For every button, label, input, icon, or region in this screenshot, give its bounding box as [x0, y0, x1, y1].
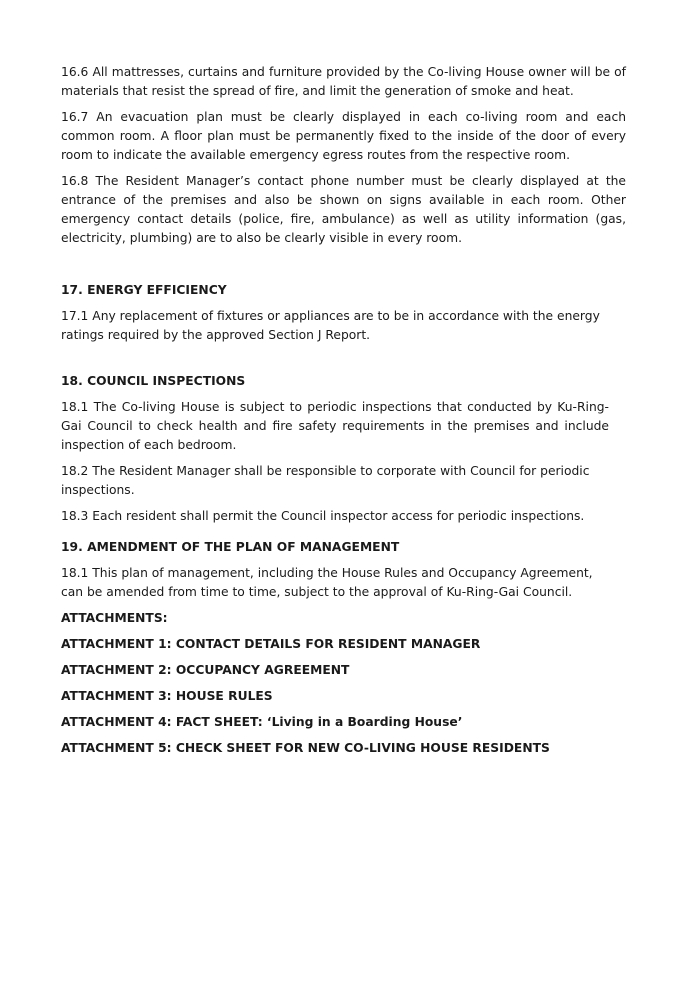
attachment-2: ATTACHMENT 2: OCCUPANCY AGREEMENT [61, 663, 350, 677]
paragraph-16-6: 16.6 All mattresses, curtains and furniture provided by the Co-living House owner will be of materials that resist the spread of fire, and limit the generation of smoke and heat. [61, 65, 626, 98]
heading-energy-efficiency: 17. ENERGY EFFICIENCY [61, 283, 227, 297]
paragraph-amendment-18-1: 18.1 This plan of management, including the House Rules and Occupancy Agreement, can be amended from time to time, subject to the approval of Ku-Ring-Gai Council. [61, 566, 593, 599]
attachment-4: ATTACHMENT 4: FACT SHEET: ‘Living in a Boarding House’ [61, 715, 463, 729]
paragraph-18-2: 18.2 The Resident Manager shall be responsible to corporate with Council for periodic inspections. [61, 464, 590, 497]
paragraph-18-3: 18.3 Each resident shall permit the Council inspector access for periodic inspections. [61, 509, 585, 523]
attachments-heading: ATTACHMENTS: [61, 611, 168, 625]
attachment-3: ATTACHMENT 3: HOUSE RULES [61, 689, 273, 703]
paragraph-16-7: 16.7 An evacuation plan must be clearly displayed in each co-living room and each common room. A floor plan must be permanently fixed to the inside of the door of every room to indicate the available emergency egress routes from the respective room. [61, 110, 626, 162]
heading-amendment: 19. AMENDMENT OF THE PLAN OF MANAGEMENT [61, 540, 400, 554]
paragraph-16-8: 16.8 The Resident Manager’s contact phone number must be clearly displayed at the entrance of the premises and also be shown on signs available in each room. Other emergency contact details (police, fire, ambulance) as well as utility information (gas, electricity, plumbing) are to also be clearly visible in every room. [61, 174, 626, 245]
attachment-1: ATTACHMENT 1: CONTACT DETAILS FOR RESIDENT MANAGER [61, 637, 481, 651]
heading-council-inspections: 18. COUNCIL INSPECTIONS [61, 374, 246, 388]
paragraph-18-1: 18.1 The Co-living House is subject to periodic inspections that conducted by Ku-Ring-Gai Council to check health and fire safety requirements in the premises and include inspection of each bedroom. [61, 400, 609, 452]
attachment-5: ATTACHMENT 5: CHECK SHEET FOR NEW CO-LIVING HOUSE RESIDENTS [61, 741, 550, 755]
document-page [61, 63, 626, 765]
paragraph-17-1: 17.1 Any replacement of fixtures or appliances are to be in accordance with the energy ratings required by the approved Section J Report. [61, 309, 600, 342]
